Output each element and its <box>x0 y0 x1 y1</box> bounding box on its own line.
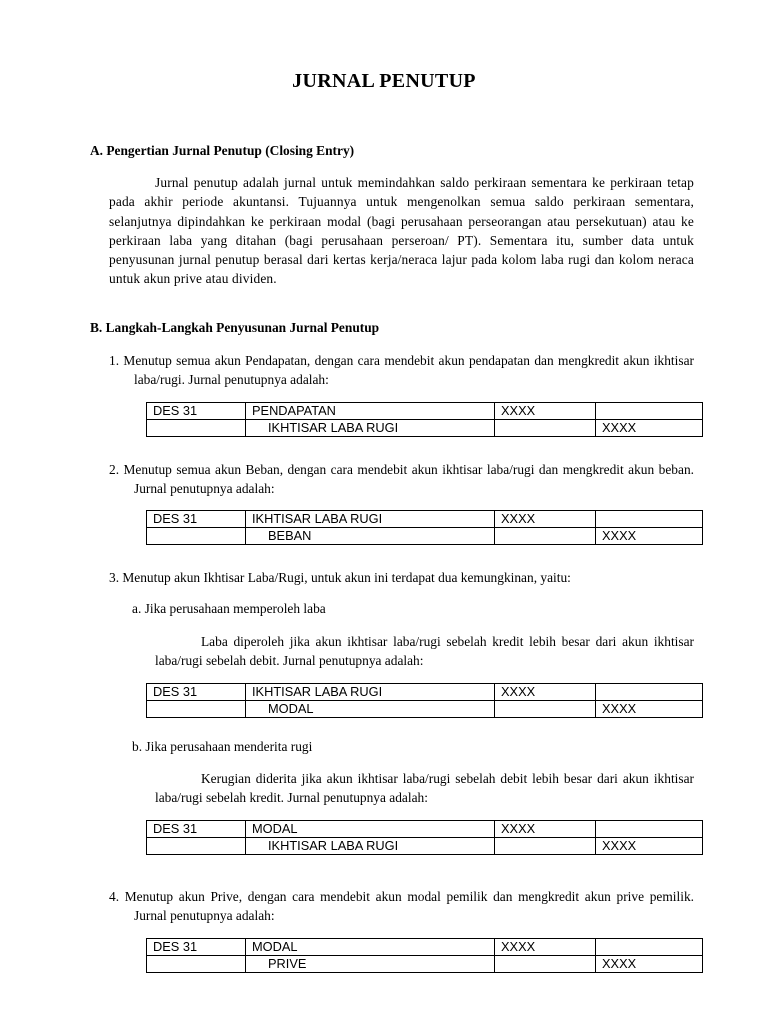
credit-amount: XXXX <box>596 528 703 545</box>
journal-table-4 <box>146 820 703 855</box>
step-3b-text: Kerugian diderita jika akun ikhtisar laba/rugi sebelah debit lebih besar dari akun ikhtisar laba/rugi sebelah kredit. Jurnal penutupnya adalah: <box>155 771 694 806</box>
empty-cell <box>147 701 246 718</box>
empty-cell <box>147 838 246 855</box>
empty-cell <box>147 420 246 437</box>
journal-table-5 <box>146 938 703 973</box>
journal-date: DES 31 <box>147 821 246 838</box>
credit-account: PRIVE <box>246 956 495 973</box>
section-a-heading: A. Pengertian Jurnal Penutup (Closing Entry) <box>90 143 355 158</box>
debit-amount: XXXX <box>495 939 596 956</box>
journal-date: DES 31 <box>147 403 246 420</box>
step-3a-text: Laba diperoleh jika akun ikhtisar laba/rugi sebelah kredit lebih besar dari akun ikhtisar laba/rugi sebelah debit. Jurnal penutupnya adalah: <box>155 634 694 669</box>
credit-amount: XXXX <box>596 956 703 973</box>
credit-account: IKHTISAR LABA RUGI <box>246 420 495 437</box>
empty-cell <box>495 701 596 718</box>
step-3b-label: b. Jika perusahaan menderita rugi <box>132 739 313 754</box>
debit-amount: XXXX <box>495 821 596 838</box>
section-b-heading: B. Langkah-Langkah Penyusunan Jurnal Penutup <box>90 320 380 335</box>
journal-date: DES 31 <box>147 939 246 956</box>
credit-account: MODAL <box>246 701 495 718</box>
step-3-text: 3. Menutup akun Ikhtisar Laba/Rugi, untuk akun ini terdapat dua kemungkinan, yaitu: <box>109 570 571 585</box>
empty-cell <box>495 528 596 545</box>
debit-account: IKHTISAR LABA RUGI <box>246 684 495 701</box>
debit-account: MODAL <box>246 821 495 838</box>
empty-cell <box>495 956 596 973</box>
empty-cell <box>147 528 246 545</box>
credit-account: BEBAN <box>246 528 495 545</box>
empty-cell <box>596 939 703 956</box>
empty-cell <box>596 403 703 420</box>
debit-account: MODAL <box>246 939 495 956</box>
section-a-paragraph: Jurnal penutup adalah jurnal untuk memindahkan saldo perkiraan sementara ke perkiraan tetap pada akhir periode akuntansi. Tujuannya untuk mengenolkan semua saldo perkiraan sementara, selanjutnya dipindahkan ke perkiraan modal (bagi perusahaan perseorangan atau persekutuan) atau ke perkiraan laba yang ditahan (bagi perusahaan perseroan/ PT). Sementara itu, sumber data untuk penyusunan jurnal penutup berasal dari kertas kerja/neraca lajur pada kolom laba rugi dan kolom neraca untuk akun prive atau dividen. <box>109 175 694 287</box>
step-4-text: 4. Menutup akun Prive, dengan cara mendebit akun modal pemilik dan mengkredit akun prive pemilik. Jurnal penutupnya adalah: <box>109 889 694 924</box>
credit-account: IKHTISAR LABA RUGI <box>246 838 495 855</box>
debit-amount: XXXX <box>495 684 596 701</box>
journal-date: DES 31 <box>147 684 246 701</box>
journal-table-2 <box>146 510 703 545</box>
credit-amount: XXXX <box>596 701 703 718</box>
credit-amount: XXXX <box>596 838 703 855</box>
debit-amount: XXXX <box>495 511 596 528</box>
journal-table-1 <box>146 402 703 437</box>
empty-cell <box>495 420 596 437</box>
empty-cell <box>596 684 703 701</box>
document-title: JURNAL PENUTUP <box>292 70 476 92</box>
step-3a-label: a. Jika perusahaan memperoleh laba <box>132 601 326 616</box>
journal-table-3 <box>146 683 703 718</box>
step-2-text: 2. Menutup semua akun Beban, dengan cara mendebit akun ikhtisar laba/rugi dan mengkredit akun beban. Jurnal penutupnya adalah: <box>109 462 694 497</box>
debit-account: IKHTISAR LABA RUGI <box>246 511 495 528</box>
debit-account: PENDAPATAN <box>246 403 495 420</box>
empty-cell <box>495 838 596 855</box>
empty-cell <box>596 511 703 528</box>
step-1-text: 1. Menutup semua akun Pendapatan, dengan cara mendebit akun pendapatan dan mengkredit akun ikhtisar laba/rugi. Jurnal penutupnya adalah: <box>109 353 694 388</box>
credit-amount: XXXX <box>596 420 703 437</box>
empty-cell <box>596 821 703 838</box>
debit-amount: XXXX <box>495 403 596 420</box>
empty-cell <box>147 956 246 973</box>
journal-date: DES 31 <box>147 511 246 528</box>
